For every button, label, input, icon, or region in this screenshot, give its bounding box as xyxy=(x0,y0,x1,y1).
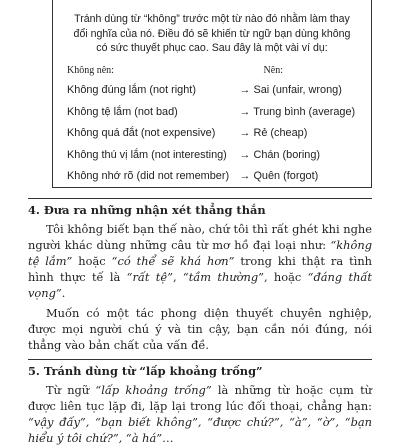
table-row xyxy=(67,80,357,102)
table-header-row xyxy=(67,65,357,80)
section-5-paragraph-1: Từ ngữ “lấp khoảng trống” là những từ hoặc cụm từ được liên tục lặp đi, lặp lại trong lúc đối thoại, chẳng hạn: “vậy đấy”, “bạn biết không”, “được chứ?”, “à”, “ờ”, “bạn hiểu ý tôi chứ?”, “à há”… xyxy=(28,383,372,445)
row-dont: Không quá đắt (not expensive) xyxy=(67,127,216,140)
tip-box xyxy=(52,0,372,188)
row-do: → Trung bình (average) xyxy=(239,105,356,118)
comparison-table xyxy=(67,65,357,188)
main-text xyxy=(28,198,372,446)
section-4-heading: 4. Đưa ra những nhận xét thẳng thắn xyxy=(28,198,372,217)
row-do: → Rẻ (cheap) xyxy=(239,127,308,140)
header-dont: Không nên: xyxy=(67,64,114,76)
table-row xyxy=(67,101,357,123)
section-4-paragraph-2: Muốn có một tác phong diện thuyết chuyên nghiệp, được mọi người chú ý và tin cậy, bạn cần nói đúng, nói thẳng vào bản chất của vấn đề. xyxy=(28,306,372,352)
row-do: → Quên (forgot) xyxy=(239,170,319,183)
table-row xyxy=(67,144,357,166)
tip-intro: Tránh dùng từ “không” trước một từ nào đó nhằm làm thay đổi nghĩa của nó. Điều đó sẽ khiến từ ngữ bạn dùng không có sức thuyết phục cao. Sau đây là một vài ví dụ: xyxy=(73,13,351,54)
row-dont: Không đúng lắm (not right) xyxy=(67,84,196,97)
row-dont: Không thú vị lắm (not interesting) xyxy=(67,148,227,161)
table-row xyxy=(67,123,357,145)
header-do: Nên: xyxy=(263,64,283,76)
table-row xyxy=(67,166,357,188)
row-do: → Sai (unfair, wrong) xyxy=(239,84,342,97)
row-do: → Chán (boring) xyxy=(239,148,321,161)
row-dont: Không nhớ rõ (did not remember) xyxy=(67,170,230,183)
section-4-paragraph-1: Tôi không biết bạn thế nào, chứ tôi thì rất ghét khi nghe người khác dùng những câu từ mơ hồ đại loại như: “không tệ lắm” hoặc “có thể sẽ khá hơn” trong khi thật ra tình hình thực tế là “rất tệ”, “tầm thường”, hoặc “đáng thất vọng”. xyxy=(28,222,373,300)
row-dont: Không tệ lắm (not bad) xyxy=(67,105,178,118)
section-5-heading: 5. Tránh dùng từ “lấp khoảng trống” xyxy=(28,359,372,378)
